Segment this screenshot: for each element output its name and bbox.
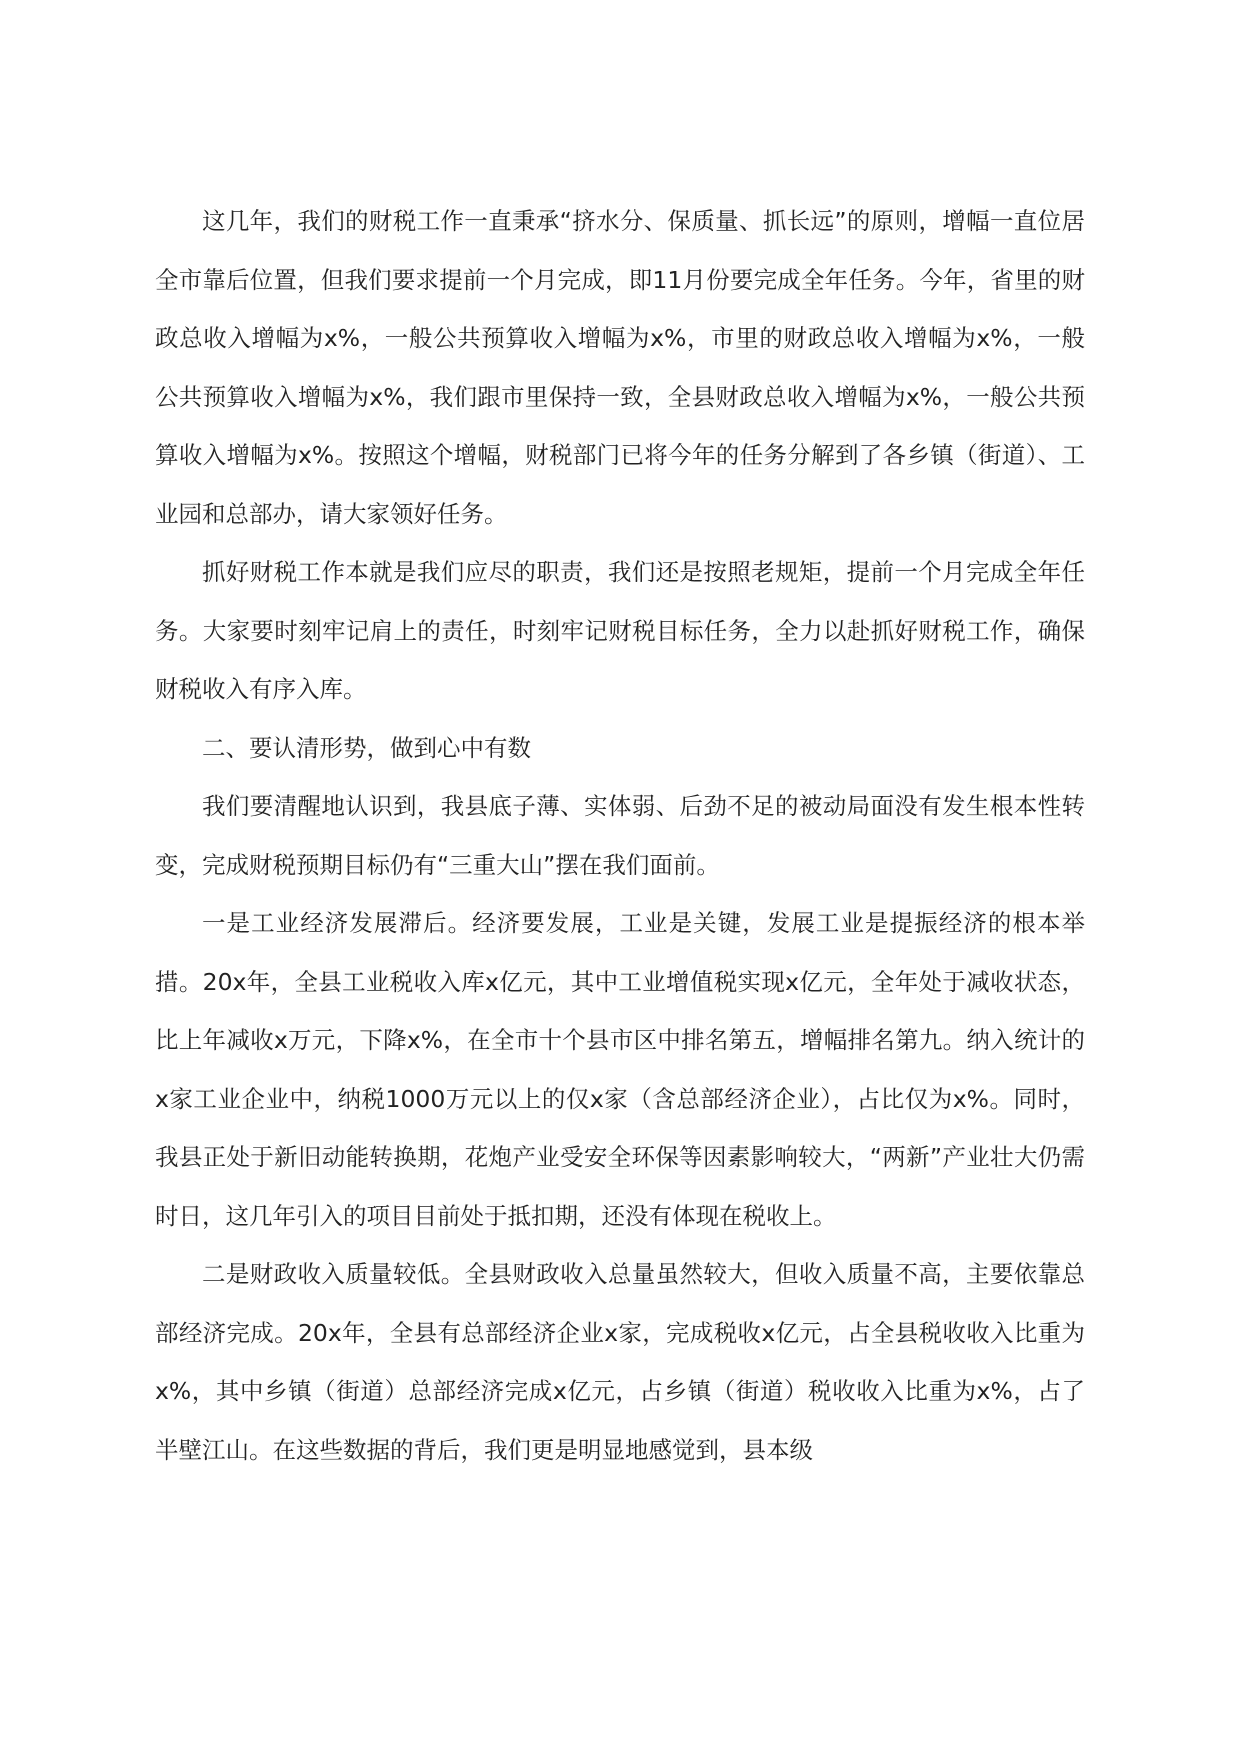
- paragraph-5: 二是财政收入质量较低。全县财政收入总量虽然较大，但收入质量不高，主要依靠总部经济完成。20x年，全县有总部经济企业x家，完成税收x亿元，占全县税收收入比重为x%，其中乡镇（街道）总部经济完成x亿元，占乡镇（街道）税收收入比重为x%，占了半壁江山。在这些数据的背后，我们更是明显地感觉到，县本级: [155, 1260, 1085, 1464]
- paragraph-1: 这几年，我们的财税工作一直秉承“挤水分、保质量、抓长远”的原则，增幅一直位居全市靠后位置，但我们要求提前一个月完成，即11月份要完成全年任务。今年，省里的财政总收入增幅为x%，一般公共预算收入增幅为x%，市里的财政总收入增幅为x%，一般公共预算收入增幅为x%，我们跟市里保持一致，全县财政总收入增幅为x%，一般公共预算收入增幅为x%。按照这个增幅，财税部门已将今年的任务分解到了各乡镇（街道）、工业园和总部办，请大家领好任务。: [155, 207, 1085, 528]
- document-body: [155, 192, 1085, 1479]
- paragraph-4: 一是工业经济发展滞后。经济要发展，工业是关键，发展工业是提振经济的根本举措。20x年，全县工业税收入库x亿元，其中工业增值税实现x亿元，全年处于减收状态，比上年减收x万元，下降x%，在全市十个县市区中排名第五，增幅排名第九。纳入统计的x家工业企业中，纳税1000万元以上的仅x家（含总部经济企业），占比仅为x%。同时，我县正处于新旧动能转换期，花炮产业受安全环保等因素影响较大，“两新”产业壮大仍需时日，这几年引入的项目目前处于抵扣期，还没有体现在税收上。: [155, 909, 1085, 1230]
- paragraph-2: 抓好财税工作本就是我们应尽的职责，我们还是按照老规矩，提前一个月完成全年任务。大家要时刻牢记肩上的责任，时刻牢记财税目标任务，全力以赴抓好财税工作，确保财税收入有序入库。: [155, 558, 1085, 703]
- paragraph-3: 我们要清醒地认识到，我县底子薄、实体弱、后劲不足的被动局面没有发生根本性转变，完成财税预期目标仍有“三重大山”摆在我们面前。: [155, 792, 1085, 879]
- section-heading: 二、要认清形势，做到心中有数: [202, 733, 531, 762]
